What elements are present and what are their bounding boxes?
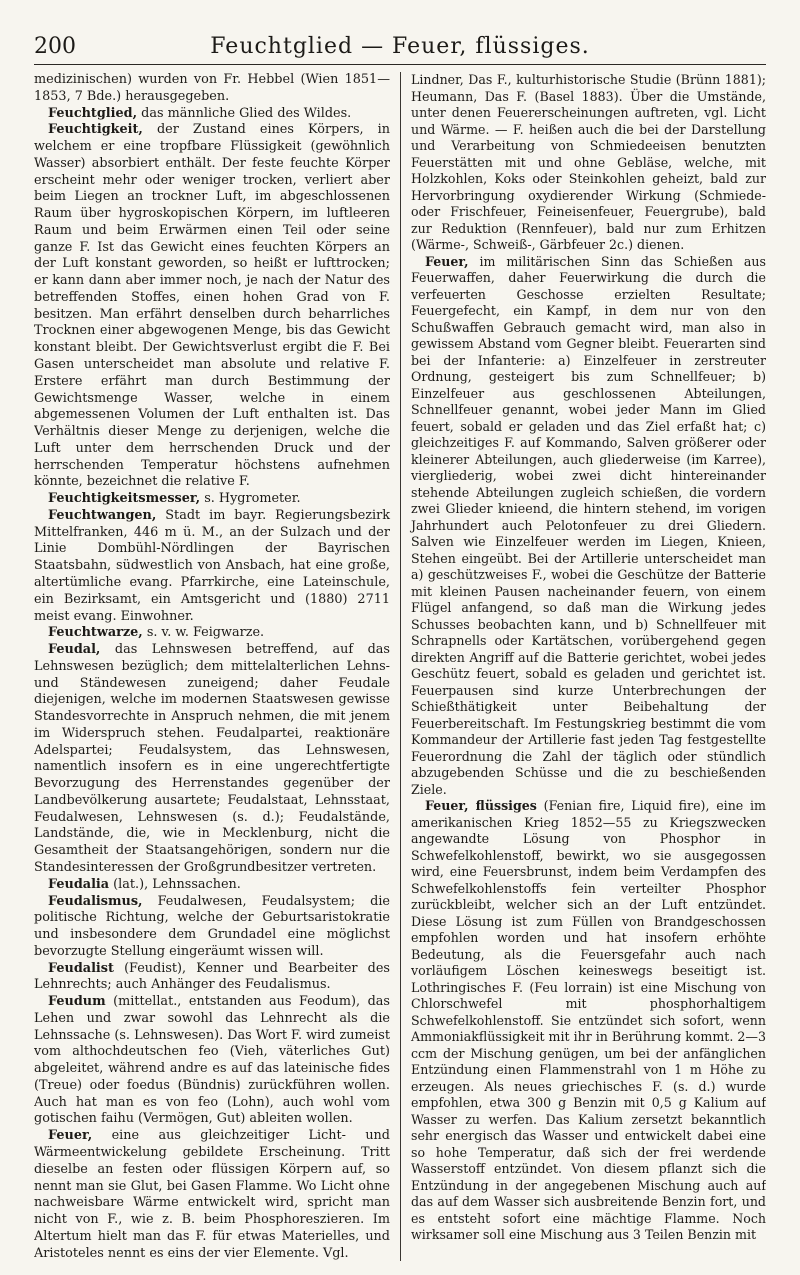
entry-text: das männliche Glied des Wildes. [141, 105, 352, 121]
entry-text: eine aus gleichzeitiger Licht- und Wärmeentwickelung gebildete Erscheinung. Tritt dieselbe an festen oder flüssigen Körpern auf, so nennt man sie Glut, bei Gasen Flamme. Wo Licht ohne nachweisbare Wärme entwickelt wird, spricht man nicht von F., wie z. B. beim Phosphoreszieren. Im Altertum hielt man das F. für etwas Materielles, und Aristoteles nennt es eins der vier Elemente. Vgl. [34, 1128, 390, 1261]
page-number: 200 [34, 34, 76, 59]
entry-text: Lindner, Das F., kulturhistorische Studie (Brünn 1881); Heumann, Das F. (Basel 1883). Über die Umstände, unter denen Feuererscheinungen auftreten, vgl. Licht und Wärme. — F. heißen auch die bei der Darstellung und Verarbeitung von Schmiedeeisen benutzten Feuerstätten mit und ohne Gebläse, welche, mit Holzkohlen, Koks oder Steinkohlen geheizt, bald zur Hervorbringung oxydierender Wirkung (Schmiede- oder Frischfeuer, Feineisenfeuer, Feuergrube), bald zur Reduktion (Rennfeuer), bald nur zum Erhitzen (Wärme-, Schweiß-, Gärbfeuer 2c.) dienen. [411, 72, 766, 252]
dictionary-entry [411, 798, 766, 1244]
left-column [34, 72, 400, 1261]
dictionary-entry [34, 1128, 390, 1261]
entry-text: der Zustand eines Körpers, in welchem er eine tropfbare Flüssigkeit (gewöhnlich Wasser) absorbiert enthält. Der feste feuchte Körper erscheint mehr oder weniger trocken, verliert aber beim Liegen an trockner Luft, im abgeschlossenen Raum über hygroskopischen Körpern, im luftleeren Raum und beim Erwärmen einen Teil oder seine ganze F. Ist das Gewicht eines feuchten Körpers an der Luft konstant geworden, so heißt er lufttrocken; er kann dann aber immer noch, je nach der Natur des betreffenden Stoffes, einen hohen Grad von F. besitzen. Man erfährt denselben durch beharrliches Trocknen einer abgewogenen Menge, bis das Gewicht konstant bleibt. Der Gewichtsverlust ergibt die F. Bei Gasen unterscheidet man absolute und relative F. Erstere erfährt man durch Bestimmung der Gewichtsmenge Wasser, welche in einem abgemessenen Volumen der Luft enthalten ist. Das Verhältnis dieser Menge zu derjenigen, welche die Luft unter dem herrschenden Druck und der herrschenden Temperatur höchstens aufnehmen könnte, bezeichnet die relative F. [34, 122, 390, 490]
dictionary-entry [34, 877, 390, 894]
dictionary-entry [34, 106, 390, 123]
entry-text: (mittellat., entstanden aus Feodum), das Lehen und zwar sowohl das Lehnrecht als die Lehnssache (s. Lehnswesen). Das Wort F. wird zumeist vom althochdeutschen feo (Vieh, väterliches Gut) abgeleitet, während andre es auf das lateinische fides (Treue) oder foedus (Bündnis) zurückführen wollen. Auch hat man es von feo (Lohn), auch wohl vom gotischen faihu (Vermögen, Gut) ableiten wollen. [34, 994, 391, 1127]
entry-headword: Feuer, [48, 1128, 93, 1144]
entry-headword: Feuer, flüssiges [425, 798, 537, 813]
dictionary-entry [34, 122, 390, 491]
entry-headword: Feuchtigkeitsmesser, [48, 491, 201, 507]
dictionary-entry [34, 994, 390, 1128]
entry-text: im militärischen Sinn das Schießen aus Feuerwaffen, daher Feuerwirkung die durch die verfeuerten Geschosse erzielten Resultate; Feuergefecht, ein Kampf, in dem nur von den Schußwaffen Gebrauch gemacht wird, man also in gewissem Abstand vom Gegner bleibt. Feuerarten sind bei der Infanterie: a) Einzelfeuer in zerstreuter Ordnung, gesteigert bis zum Schnellfeuer; b) Einzelfeuer aus geschlossenen Abteilungen, Schnellfeuer genannt, wobei jeder Mann im Glied feuert, sobald er geladen und das Ziel erfaßt hat; c) gleichzeitiges F. auf Kommando, Salven größerer oder kleinerer Abteilungen, auch gliederweise (im Karree), viergliederig, wobei zwei dicht hintereinander stehende Abteilungen zugleich schießen, die vordern zwei Glieder knieend, die hintern stehend, im vorigen Jahrhundert auch Pelotonfeuer zu drei Gliedern. Salven wie Einzelfeuer werden im Liegen, Knieen, Stehen eingeübt. Bei der Artillerie unterscheidet man a) geschützweises F., wobei die Geschütze der Batterie mit kleinen Pausen nacheinander feuern, von einem Flügel anfangend, so daß man die Wirkung jedes Schusses beobachten kann, und b) Schnellfeuer mit Schrapnells oder Kartätschen, vorübergehend gegen direkten Angriff auf die Batterie gerichtet, wobei jedes Geschütz feuert, sobald es geladen und gerichtet ist. Feuerpausen sind kurze Unterbrechungen der Schießthätigkeit unter Beibehaltung der Feuerbereitschaft. Im Festungskrieg bestimmt die vom Kommandeur der Artillerie fast jeden Tag festgestellte Feuerordnung die Zahl der täglich oder stündlich abzugebenden Schüsse und die zu beschießenden Ziele. [411, 253, 766, 797]
entry-text: Feudalwesen, Feudalsystem; die politische Richtung, welche der Geburtsaristokratie und insbesondere dem Grundadel eine möglichst bevorzugte Stellung eingeräumt wissen will. [34, 893, 390, 959]
dictionary-entry [411, 254, 766, 799]
running-title: Feuchtglied — Feuer, flüssiges. [210, 34, 590, 59]
entry-headword: Feuchtigkeit, [48, 122, 143, 138]
dictionary-entry [34, 491, 390, 508]
text-columns [34, 72, 766, 1261]
dictionary-entry [34, 961, 390, 995]
entry-continuation [411, 72, 766, 254]
page-header [34, 30, 766, 65]
dictionary-entry [34, 508, 390, 625]
entry-text: das Lehnswesen betreffend, auf das Lehnswesen bezüglich; dem mittelalterlichen Lehns- und Ständewesen zuneigend; daher Feudale diejenigen, welche im modernen Staatswesen gewisse Standesvorrechte in Anspruch nehmen, die mit jenem im Widerspruch stehen. Feudalpartei, reaktionäre Adelspartei; Feudalsystem, das Lehnswesen, namentlich insofern es in eine ungerechtfertigte Bevorzugung des Herrenstandes gegenüber der Landbevölkerung ausartete; Feudalstaat, Lehnsstaat, Feudalwesen, Lehnswesen (s. d.); Feudalstände, Landstände, die, wie in Mecklenburg, nicht die Gesamtheit der Staatsangehörigen, sondern nur die Standesinteressen der Großgrundbesitzer vertreten. [34, 642, 390, 875]
entry-headword: Feuchtwarze, [48, 625, 143, 641]
entry-headword: Feuchtwangen, [48, 507, 157, 523]
entry-headword: Feudalist [48, 960, 114, 976]
entry-headword: Feuer, [425, 253, 469, 269]
entry-headword: Feudalia [48, 876, 110, 892]
entry-text: s. v. w. Feigwarze. [146, 625, 265, 641]
dictionary-entry [34, 894, 390, 961]
entry-text: (lat.), Lehnssachen. [113, 876, 241, 892]
dictionary-entry [34, 625, 390, 642]
dictionary-entry [34, 642, 390, 877]
entry-text: s. Hygrometer. [204, 491, 301, 507]
entry-headword: Feudum [48, 994, 106, 1010]
entry-text: (Feudist), Kenner und Bearbeiter des Lehnrechts; auch Anhänger des Feudalismus. [34, 960, 390, 993]
right-column [400, 72, 766, 1261]
entry-headword: Feudal, [48, 642, 101, 658]
entry-text: Stadt im bayr. Regierungsbezirk Mittelfranken, 446 m ü. M., an der Sulzach und der Linie Dombühl-Nördlingen der Bayrischen Staatsbahn, südwestlich von Ansbach, hat eine große, altertümliche evang. Pfarrkirche, eine Lateinschule, ein Bezirksamt, ein Amtsgericht und (1880) 2711 meist evang. Einwohner. [34, 507, 390, 624]
entry-text: medizinischen) wurden von Fr. Hebbel (Wien 1851—1853, 7 Bde.) herausgegeben. [34, 72, 390, 104]
entry-headword: Feudalismus, [48, 893, 143, 909]
entry-continuation [34, 72, 390, 106]
entry-headword: Feuchtglied, [48, 105, 138, 121]
entry-text: (Fenian fire, Liquid fire), eine im amerikanischen Krieg 1852—55 zu Kriegszwecken angewandte Lösung von Phosphor in Schwefelkohlenstoff, bewirkt, wo sie ausgegossen wird, eine Feuersbrunst, indem beim Verdampfen des Schwefelkohlenstoffs fein verteilter Phosphor zurückbleibt, welcher sich an der Luft entzündet. Diese Lösung ist zum Füllen von Brandgeschossen empfohlen worden und hat insofern erhöhte Bedeutung, als die Feuersgefahr auch nach vorläufigem Löschen keineswegs beseitigt ist. Lothringisches F. (Feu lorrain) ist eine Mischung von Chlorschwefel mit phosphorhaltigem Schwefelkohlenstoff. Sie entzündet sich sofort, wenn Ammoniakflüssigkeit mit ihr in Berührung kommt. 2—3 ccm der Mischung genügen, um bei der anfänglichen Entzündung einen Flammenstrahl von 1 m Höhe zu erzeugen. Als neues griechisches F. (s. d.) wurde empfohlen, etwa 300 g Benzin mit 0,5 g Kalium auf Wasser zu werfen. Das Kalium zersetzt bekanntlich sehr energisch das Wasser und entwickelt dabei eine so hohe Temperatur, daß sich der frei werdende Wasserstoff entzündet. Von diesem pflanzt sich die Entzündung in der angegebenen Mischung auch auf das auf dem Wasser sich ausbreitende Benzin fort, und es entsteht sofort eine mächtige Flamme. Noch wirksamer soll eine Mischung aus 3 Teilen Benzin mit [411, 798, 766, 1242]
